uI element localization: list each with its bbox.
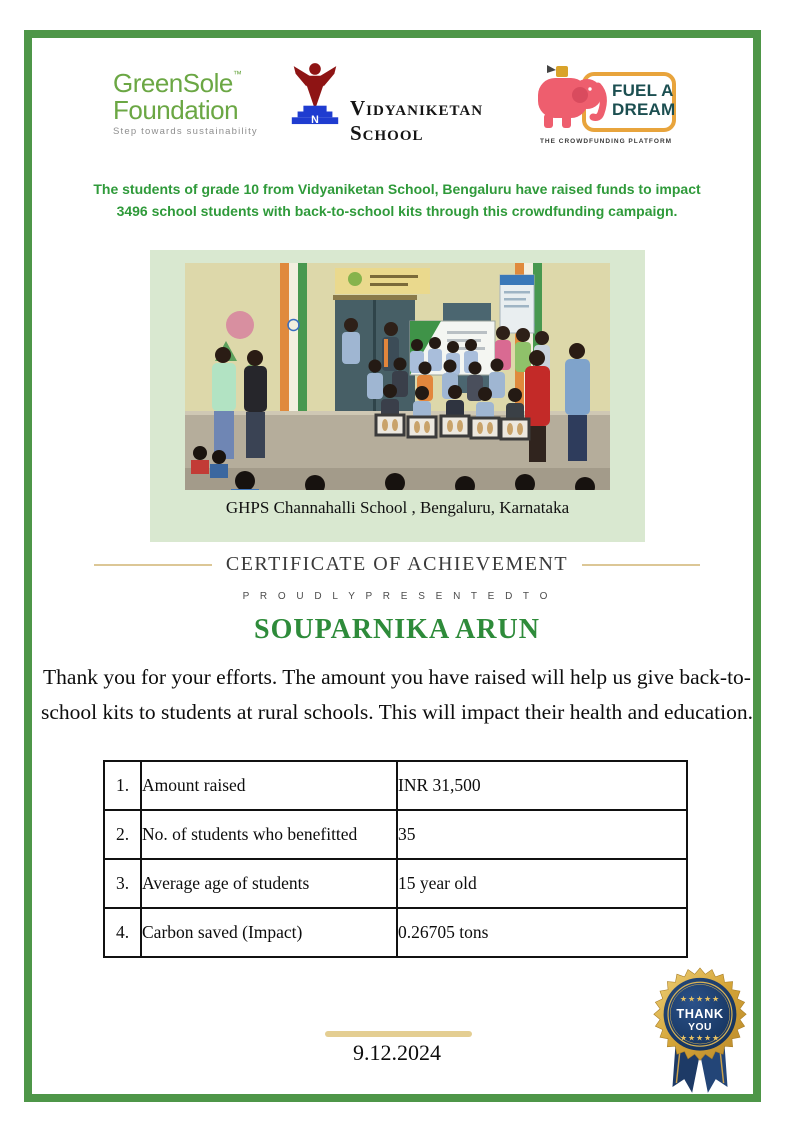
kit-bags	[376, 415, 529, 439]
row-value: 0.26705 tons	[397, 908, 687, 957]
school-photo	[185, 263, 610, 490]
row-number: 2.	[104, 810, 141, 859]
photo-caption: GHPS Channahalli School , Bengaluru, Karnataka	[225, 498, 570, 517]
table-row	[104, 859, 687, 908]
title-rule-left	[94, 564, 212, 566]
fuel-a-dream-logo	[530, 62, 682, 150]
vidyaniketan-name: Vidyaniketan School	[350, 96, 484, 145]
table-row	[104, 761, 687, 810]
thank-you-badge	[641, 956, 759, 1096]
photo-panel	[150, 250, 645, 542]
elephant-fuel-pump-icon	[530, 62, 612, 136]
recipient-name: SOUPARNIKA ARUN	[254, 614, 540, 645]
vidyaniketan-figure-icon	[286, 60, 344, 134]
row-label: Amount raised	[141, 761, 397, 810]
table-row	[104, 810, 687, 859]
certificate-title-row	[0, 553, 794, 576]
certificate-date: 9.12.2024	[353, 1040, 441, 1065]
row-label: Average age of students	[141, 859, 397, 908]
certificate-title: CERTIFICATE OF ACHIEVEMENT	[225, 553, 569, 575]
row-label: Carbon saved (Impact)	[141, 908, 397, 957]
thank-you-line2: school kits to students at rural schools. This will impact their health and education.	[41, 699, 753, 724]
thank-you-paragraph	[27, 660, 767, 730]
badge-word1: THANK	[676, 1006, 724, 1022]
row-label: No. of students who benefitted	[141, 810, 397, 859]
headline-line2: 3496 school students with back-to-school kits through this crowdfunding campaign.	[116, 203, 678, 220]
greensole-brand-line1	[113, 70, 258, 96]
title-rule-right	[582, 564, 700, 566]
date-rule	[325, 1031, 472, 1037]
fuel-a-dream-line1: FUEL A	[612, 81, 674, 100]
campaign-headline	[40, 178, 754, 223]
thank-you-line1: Thank you for your efforts. The amount you have raised will help us give back-to-	[43, 665, 751, 689]
row-value: 15 year old	[397, 859, 687, 908]
badge-stars-top: ★★★★★	[679, 994, 721, 1004]
row-value: 35	[397, 810, 687, 859]
badge-word2: YOU	[688, 1021, 712, 1033]
row-number: 4.	[104, 908, 141, 957]
row-number: 3.	[104, 859, 141, 908]
fuel-a-dream-wordmark	[612, 82, 675, 119]
fuel-a-dream-tagline: THE CROWDFUNDING PLATFORM	[539, 138, 673, 145]
headline-line1: The students of grade 10 from Vidyaniketan School, Bengaluru have raised funds to impact	[93, 181, 701, 197]
row-value: INR 31,500	[397, 761, 687, 810]
greensole-tagline: Step towards sustainability	[113, 126, 258, 137]
badge-stars-bottom: ★★★★★	[679, 1033, 721, 1043]
table-row	[104, 908, 687, 957]
presented-to-label: P R O U D L Y P R E S E N T E D T O	[242, 591, 552, 602]
greensole-brand-text: GreenSole	[113, 68, 233, 98]
greensole-brand-line2: Foundation	[113, 95, 239, 125]
vidyaniketan-school-logo	[286, 60, 511, 150]
trademark-symbol: ™	[232, 69, 242, 79]
fuel-a-dream-line2: DREAM	[612, 99, 676, 119]
greensole-foundation-logo	[113, 70, 258, 137]
row-number: 1.	[104, 761, 141, 810]
vidyaniketan-monogram: N	[311, 114, 319, 127]
impact-table	[103, 760, 688, 958]
